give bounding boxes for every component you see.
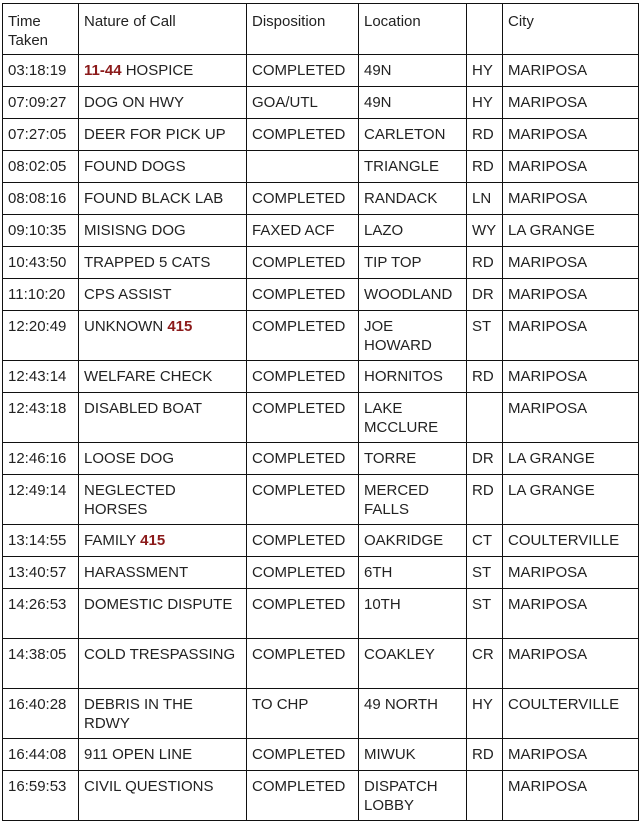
table-row <box>3 739 639 771</box>
cell-street-type: HY <box>467 55 503 87</box>
cell-location: HORNITOS <box>359 361 467 393</box>
nature-text: LOOSE DOG <box>84 450 175 467</box>
nature-text: DEBRIS IN THE RDWY <box>84 696 193 732</box>
cell-city: MARIPOSA <box>503 361 639 393</box>
cell-time: 14:26:53 <box>3 589 79 639</box>
table-row <box>3 361 639 393</box>
header-street-type <box>467 4 503 55</box>
cell-street-type: RD <box>467 361 503 393</box>
cell-time: 16:40:28 <box>3 689 79 739</box>
nature-text: CPS ASSIST <box>84 286 172 303</box>
cell-location: OAKRIDGE <box>359 525 467 557</box>
header-city: City <box>503 4 639 55</box>
header-time: Time Taken <box>3 4 79 55</box>
cell-street-type: RD <box>467 247 503 279</box>
nature-text: 911 OPEN LINE <box>84 746 193 763</box>
cell-nature <box>79 589 247 639</box>
cell-disposition: COMPLETED <box>247 475 359 525</box>
cell-location: LAKE MCCLURE <box>359 393 467 443</box>
table-row <box>3 119 639 151</box>
cell-street-type: RD <box>467 151 503 183</box>
cell-city: LA GRANGE <box>503 215 639 247</box>
cell-nature <box>79 151 247 183</box>
nature-text: FOUND DOGS <box>84 158 186 175</box>
cell-time: 16:44:08 <box>3 739 79 771</box>
cell-nature <box>79 119 247 151</box>
cell-street-type: ST <box>467 311 503 361</box>
nature-text: DOG ON HWY <box>84 94 184 111</box>
table-row <box>3 689 639 739</box>
cell-location: WOODLAND <box>359 279 467 311</box>
cell-nature <box>79 689 247 739</box>
cell-disposition: TO CHP <box>247 689 359 739</box>
cell-city: COULTERVILLE <box>503 689 639 739</box>
cell-disposition: COMPLETED <box>247 739 359 771</box>
cell-time: 08:08:16 <box>3 183 79 215</box>
cell-time: 12:20:49 <box>3 311 79 361</box>
call-code: 415 <box>167 318 193 335</box>
cell-city: MARIPOSA <box>503 393 639 443</box>
cell-nature <box>79 557 247 589</box>
cell-time: 07:09:27 <box>3 87 79 119</box>
cell-disposition: FAXED ACF <box>247 215 359 247</box>
cell-nature <box>79 639 247 689</box>
nature-text: TRAPPED 5 CATS <box>84 254 211 271</box>
cell-location: LAZO <box>359 215 467 247</box>
cell-nature <box>79 393 247 443</box>
cell-time: 03:18:19 <box>3 55 79 87</box>
cell-location: TIP TOP <box>359 247 467 279</box>
cell-street-type: WY <box>467 215 503 247</box>
cell-location: 49N <box>359 87 467 119</box>
table-row <box>3 247 639 279</box>
cell-disposition: COMPLETED <box>247 443 359 475</box>
cell-location: DISPATCH LOBBY <box>359 771 467 821</box>
cell-nature <box>79 183 247 215</box>
table-row <box>3 55 639 87</box>
cell-time: 08:02:05 <box>3 151 79 183</box>
cell-time: 12:49:14 <box>3 475 79 525</box>
cell-street-type: CR <box>467 639 503 689</box>
cell-street-type: ST <box>467 589 503 639</box>
cell-disposition: GOA/UTL <box>247 87 359 119</box>
cell-time: 11:10:20 <box>3 279 79 311</box>
table-row <box>3 215 639 247</box>
cell-time: 12:46:16 <box>3 443 79 475</box>
nature-text: DOMESTIC DISPUTE <box>84 596 233 613</box>
nature-text: MISISNG DOG <box>84 222 186 239</box>
cell-location: MERCED FALLS <box>359 475 467 525</box>
cell-city: MARIPOSA <box>503 151 639 183</box>
cell-location: JOE HOWARD <box>359 311 467 361</box>
cell-time: 16:59:53 <box>3 771 79 821</box>
cell-street-type <box>467 393 503 443</box>
cell-time: 07:27:05 <box>3 119 79 151</box>
cell-city: MARIPOSA <box>503 87 639 119</box>
table-row <box>3 525 639 557</box>
cell-city: MARIPOSA <box>503 55 639 87</box>
cell-location: RANDACK <box>359 183 467 215</box>
cell-nature <box>79 739 247 771</box>
cell-time: 10:43:50 <box>3 247 79 279</box>
cell-street-type: RD <box>467 475 503 525</box>
cell-street-type: ST <box>467 557 503 589</box>
cell-location: TORRE <box>359 443 467 475</box>
cell-disposition: COMPLETED <box>247 557 359 589</box>
cell-location: 6TH <box>359 557 467 589</box>
nature-text: UNKNOWN <box>84 318 168 335</box>
cell-time: 09:10:35 <box>3 215 79 247</box>
cell-city: LA GRANGE <box>503 443 639 475</box>
table-row <box>3 87 639 119</box>
table-row <box>3 557 639 589</box>
cell-disposition: COMPLETED <box>247 525 359 557</box>
cell-street-type: HY <box>467 689 503 739</box>
cell-nature <box>79 525 247 557</box>
cell-location: 49N <box>359 55 467 87</box>
cell-city: MARIPOSA <box>503 311 639 361</box>
table-row <box>3 475 639 525</box>
cell-time: 13:40:57 <box>3 557 79 589</box>
cell-disposition: COMPLETED <box>247 311 359 361</box>
cell-nature <box>79 311 247 361</box>
cell-time: 12:43:14 <box>3 361 79 393</box>
table-row <box>3 589 639 639</box>
table-row <box>3 183 639 215</box>
table-row <box>3 311 639 361</box>
nature-text: CIVIL QUESTIONS <box>84 778 214 795</box>
cell-time: 13:14:55 <box>3 525 79 557</box>
call-log-table <box>2 3 639 821</box>
cell-location: COAKLEY <box>359 639 467 689</box>
cell-time: 14:38:05 <box>3 639 79 689</box>
cell-disposition: COMPLETED <box>247 55 359 87</box>
nature-text: COLD TRESPASSING <box>84 646 236 663</box>
nature-text: WELFARE CHECK <box>84 368 213 385</box>
header-nature: Nature of Call <box>79 4 247 55</box>
cell-nature <box>79 771 247 821</box>
nature-text: NEGLECTED HORSES <box>84 482 176 518</box>
nature-text: HOSPICE <box>121 62 194 79</box>
cell-disposition: COMPLETED <box>247 589 359 639</box>
cell-location: 10TH <box>359 589 467 639</box>
table-row <box>3 279 639 311</box>
header-location: Location <box>359 4 467 55</box>
nature-text: DEER FOR PICK UP <box>84 126 226 143</box>
cell-nature <box>79 87 247 119</box>
cell-city: MARIPOSA <box>503 771 639 821</box>
cell-street-type: RD <box>467 119 503 151</box>
table-row <box>3 151 639 183</box>
cell-street-type: HY <box>467 87 503 119</box>
cell-street-type: CT <box>467 525 503 557</box>
header-row <box>3 4 639 55</box>
cell-disposition <box>247 151 359 183</box>
call-code: 415 <box>140 532 166 549</box>
nature-text: FAMILY <box>84 532 141 549</box>
cell-disposition: COMPLETED <box>247 247 359 279</box>
cell-street-type: DR <box>467 443 503 475</box>
table-row <box>3 771 639 821</box>
cell-city: MARIPOSA <box>503 639 639 689</box>
header-disposition: Disposition <box>247 4 359 55</box>
cell-city: COULTERVILLE <box>503 525 639 557</box>
cell-disposition: COMPLETED <box>247 771 359 821</box>
cell-street-type <box>467 771 503 821</box>
cell-city: MARIPOSA <box>503 557 639 589</box>
cell-city: MARIPOSA <box>503 119 639 151</box>
cell-street-type: LN <box>467 183 503 215</box>
cell-location: TRIANGLE <box>359 151 467 183</box>
cell-disposition: COMPLETED <box>247 393 359 443</box>
cell-city: MARIPOSA <box>503 589 639 639</box>
cell-city: LA GRANGE <box>503 475 639 525</box>
table-row <box>3 393 639 443</box>
cell-city: MARIPOSA <box>503 183 639 215</box>
cell-city: MARIPOSA <box>503 247 639 279</box>
cell-disposition: COMPLETED <box>247 119 359 151</box>
table-row <box>3 443 639 475</box>
cell-nature <box>79 279 247 311</box>
nature-text: HARASSMENT <box>84 564 189 581</box>
cell-nature <box>79 443 247 475</box>
cell-city: MARIPOSA <box>503 739 639 771</box>
cell-nature <box>79 475 247 525</box>
cell-street-type: DR <box>467 279 503 311</box>
cell-time: 12:43:18 <box>3 393 79 443</box>
cell-nature <box>79 215 247 247</box>
cell-location: 49 NORTH <box>359 689 467 739</box>
cell-nature <box>79 247 247 279</box>
nature-text: DISABLED BOAT <box>84 400 203 417</box>
cell-street-type: RD <box>467 739 503 771</box>
cell-disposition: COMPLETED <box>247 183 359 215</box>
cell-location: MIWUK <box>359 739 467 771</box>
cell-disposition: COMPLETED <box>247 279 359 311</box>
nature-text: FOUND BLACK LAB <box>84 190 224 207</box>
cell-disposition: COMPLETED <box>247 361 359 393</box>
table-row <box>3 639 639 689</box>
cell-nature <box>79 361 247 393</box>
cell-location: CARLETON <box>359 119 467 151</box>
call-log-body <box>3 55 639 821</box>
cell-city: MARIPOSA <box>503 279 639 311</box>
cell-nature <box>79 55 247 87</box>
cell-disposition: COMPLETED <box>247 639 359 689</box>
call-code: 11-44 <box>84 62 122 79</box>
